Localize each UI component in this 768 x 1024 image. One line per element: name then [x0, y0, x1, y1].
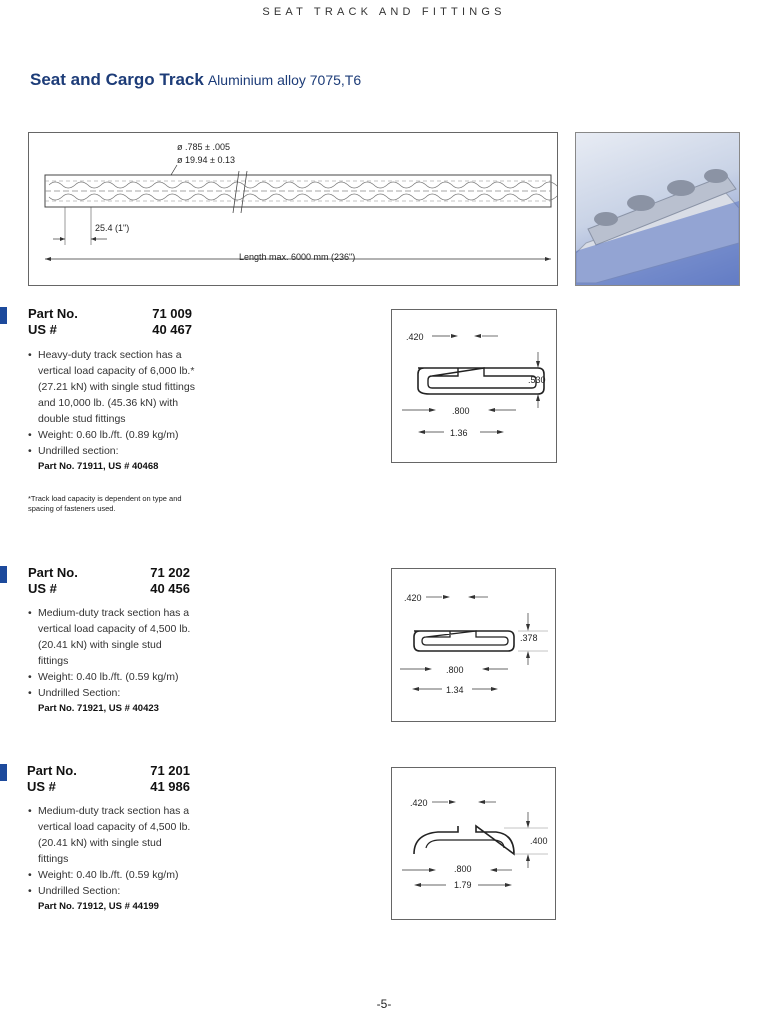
scallop-bottom [543, 194, 557, 200]
scallop-bottom [205, 194, 231, 200]
scallop-top [439, 182, 465, 188]
scallop-bottom [465, 194, 491, 200]
scallop-top [361, 182, 387, 188]
scallop-bottom [491, 194, 517, 200]
track-photo [575, 132, 740, 286]
diameter-in-label: ø .785 ± .005 [177, 142, 230, 152]
scallop-top [75, 182, 101, 188]
part-description [28, 347, 200, 475]
scallop-top [309, 182, 335, 188]
scallop-bottom [257, 194, 283, 200]
dim-width: 1.79 [454, 880, 472, 890]
dim-height: .378 [520, 633, 538, 643]
scallop-bottom [361, 194, 387, 200]
scallop-top [231, 182, 257, 188]
scallop-top [283, 182, 309, 188]
dim-width: 1.34 [446, 685, 464, 695]
bullet-weight: • Weight: 0.60 lb./ft. (0.89 kg/m) [28, 427, 200, 443]
scallop-bottom [387, 194, 413, 200]
scallop-bottom [153, 194, 179, 200]
scallop-bottom [335, 194, 361, 200]
part-no-value: 71 202 [150, 565, 190, 580]
dim-height: .400 [530, 836, 548, 846]
scallop-top [101, 182, 127, 188]
undrilled-part: Part No. 71912, US # 44199 [38, 901, 159, 912]
length-label: Length max. 6000 mm (236") [239, 252, 356, 262]
profile-drawing-71009 [391, 309, 557, 463]
scallop-top [465, 182, 491, 188]
scallop-top [153, 182, 179, 188]
running-header: SEAT TRACK AND FITTINGS [262, 6, 506, 18]
scallop-top [127, 182, 153, 188]
bullet-load: • Medium-duty track section has a vertical load capacity of 4,500 lb. (20.41 kN) with single stud fittings [28, 605, 194, 669]
part-no-value: 71 201 [150, 763, 190, 778]
diameter-mm-label: ø 19.94 ± 0.13 [177, 155, 235, 165]
part-no-label: Part No. [28, 565, 78, 580]
profile-drawing-71202 [391, 568, 556, 722]
section-marker [0, 764, 7, 781]
dim-base: .800 [446, 665, 464, 675]
profile-svg [392, 768, 555, 919]
part-header [28, 565, 190, 597]
page-title [30, 70, 361, 90]
scallop-bottom [309, 194, 335, 200]
track-overview-svg [29, 133, 557, 285]
profile-drawing-71201 [391, 767, 556, 920]
undrilled-part: Part No. 71911, US # 40468 [38, 461, 159, 472]
scallop-bottom [283, 194, 309, 200]
us-no-label: US # [28, 322, 57, 337]
dim-width: 1.36 [450, 428, 468, 438]
dim-slot: .420 [404, 593, 422, 603]
scallop-top [205, 182, 231, 188]
undrilled-part: Part No. 71921, US # 40423 [38, 703, 159, 714]
pitch-label: 25.4 (1") [95, 223, 130, 233]
part-description [28, 803, 194, 915]
part-header [27, 763, 190, 795]
profile-svg [392, 310, 556, 462]
bullet-load: • Heavy-duty track section has a vertical load capacity of 6,000 lb.* (27.21 kN) with single stud fittings and 10,000 lb. (45.36 kN) with double stud fittings [28, 347, 200, 427]
scallop-bottom [439, 194, 465, 200]
part-header [28, 306, 192, 338]
bullet-undrilled: • Undrilled Section: [28, 685, 194, 701]
us-no-value: 40 456 [150, 581, 190, 596]
dim-slot: .420 [410, 798, 428, 808]
dim-base: .800 [452, 406, 470, 416]
bullet-load: • Medium-duty track section has a vertical load capacity of 4,500 lb. (20.41 kN) with single stud fittings [28, 803, 194, 867]
dim-base: .800 [454, 864, 472, 874]
scallop-top [543, 182, 557, 188]
dim-slot: .420 [406, 332, 424, 342]
bullet-weight: • Weight: 0.40 lb./ft. (0.59 kg/m) [28, 867, 194, 883]
scallop-bottom [517, 194, 543, 200]
bullet-undrilled: • Undrilled section: [28, 443, 200, 459]
section-marker [0, 566, 7, 583]
us-no-value: 41 986 [150, 779, 190, 794]
track-overview-drawing [28, 132, 558, 286]
us-no-value: 40 467 [152, 322, 192, 337]
footnote: *Track load capacity is dependent on type and spacing of fasteners used. [28, 494, 182, 513]
scallop-bottom [101, 194, 127, 200]
profile-svg [392, 569, 555, 721]
bullet-weight: • Weight: 0.40 lb./ft. (0.59 kg/m) [28, 669, 194, 685]
scallop-top [257, 182, 283, 188]
us-no-label: US # [28, 581, 57, 596]
part-description [28, 605, 194, 717]
page-number: -5- [376, 997, 392, 1011]
scallop-top [491, 182, 517, 188]
track-photo-icon [576, 133, 739, 285]
scallop-bottom [49, 194, 75, 200]
scallop-bottom [413, 194, 439, 200]
bullet-undrilled: • Undrilled Section: [28, 883, 194, 899]
scallop-bottom [179, 194, 205, 200]
part-no-value: 71 009 [152, 306, 192, 321]
scallop-top [49, 182, 75, 188]
title-main: Seat and Cargo Track [30, 70, 204, 89]
dim-height: .530 [528, 375, 546, 385]
section-marker [0, 307, 7, 324]
title-sub: Aluminium alloy 7075,T6 [207, 72, 362, 88]
scallop-top [335, 182, 361, 188]
scallop-top [413, 182, 439, 188]
part-no-label: Part No. [28, 306, 78, 321]
scallop-top [179, 182, 205, 188]
scallop-top [517, 182, 543, 188]
scallop-top [387, 182, 413, 188]
scallop-bottom [75, 194, 101, 200]
part-no-label: Part No. [27, 763, 77, 778]
us-no-label: US # [27, 779, 56, 794]
scallop-bottom [127, 194, 153, 200]
